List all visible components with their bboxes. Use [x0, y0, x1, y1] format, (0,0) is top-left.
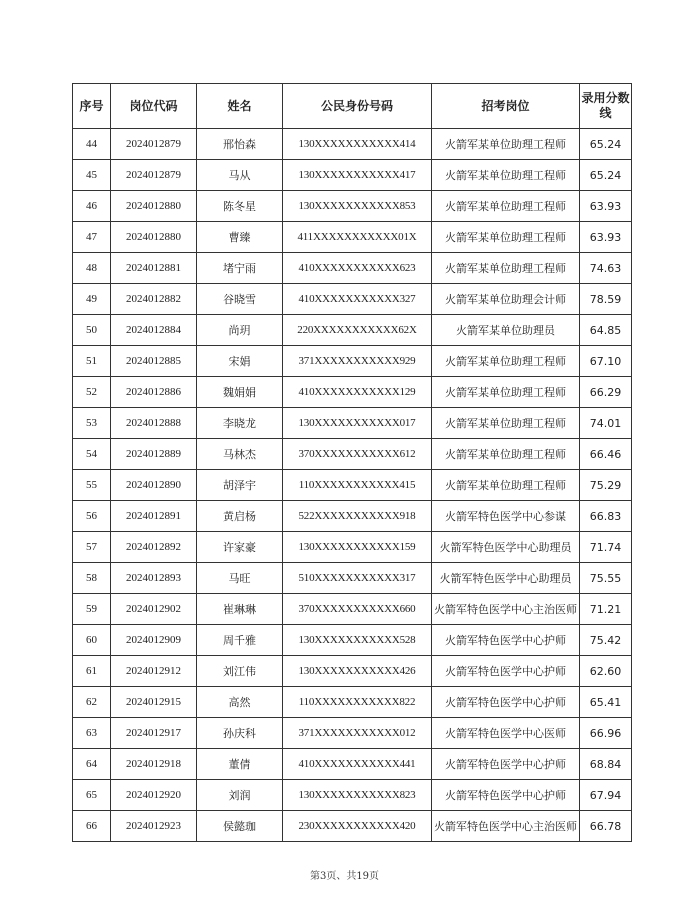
- cell-score: 71.21: [580, 594, 632, 625]
- cell-id-number: 230XXXXXXXXXXX420: [283, 811, 432, 842]
- table-row: [73, 377, 632, 408]
- cell-id-number: 130XXXXXXXXXXX528: [283, 625, 432, 656]
- cell-seq: 60: [73, 625, 111, 656]
- cell-name: 堵宁雨: [197, 253, 283, 284]
- table-row: [73, 718, 632, 749]
- cell-post-code: 2024012879: [111, 160, 197, 191]
- cell-position: 火箭军特色医学中心主治医师: [432, 594, 580, 625]
- cell-id-number: 410XXXXXXXXXXX441: [283, 749, 432, 780]
- cell-post-code: 2024012888: [111, 408, 197, 439]
- cell-name: 崔琳琳: [197, 594, 283, 625]
- cell-position: 火箭军某单位助理工程师: [432, 439, 580, 470]
- table-row: [73, 563, 632, 594]
- table-row: [73, 439, 632, 470]
- cell-score: 64.85: [580, 315, 632, 346]
- cell-id-number: 220XXXXXXXXXXX62X: [283, 315, 432, 346]
- cell-seq: 58: [73, 563, 111, 594]
- table-row: [73, 625, 632, 656]
- cell-score: 74.63: [580, 253, 632, 284]
- table-row: [73, 129, 632, 160]
- table-row: [73, 532, 632, 563]
- cell-name: 周千雅: [197, 625, 283, 656]
- cell-post-code: 2024012881: [111, 253, 197, 284]
- cell-name: 邢怡森: [197, 129, 283, 160]
- cell-post-code: 2024012886: [111, 377, 197, 408]
- cell-id-number: 130XXXXXXXXXXX417: [283, 160, 432, 191]
- cell-score: 66.46: [580, 439, 632, 470]
- table-row: [73, 408, 632, 439]
- cell-position: 火箭军特色医学中心助理员: [432, 532, 580, 563]
- cell-score: 65.24: [580, 160, 632, 191]
- cell-position: 火箭军某单位助理工程师: [432, 129, 580, 160]
- cell-seq: 59: [73, 594, 111, 625]
- cell-post-code: 2024012889: [111, 439, 197, 470]
- cell-score: 71.74: [580, 532, 632, 563]
- cell-post-code: 2024012915: [111, 687, 197, 718]
- table-row: [73, 253, 632, 284]
- cell-post-code: 2024012892: [111, 532, 197, 563]
- cell-post-code: 2024012923: [111, 811, 197, 842]
- cell-score: 75.55: [580, 563, 632, 594]
- table-row: [73, 594, 632, 625]
- cell-seq: 51: [73, 346, 111, 377]
- cell-position: 火箭军某单位助理工程师: [432, 408, 580, 439]
- cell-seq: 50: [73, 315, 111, 346]
- table-row: [73, 315, 632, 346]
- cell-post-code: 2024012879: [111, 129, 197, 160]
- cell-seq: 56: [73, 501, 111, 532]
- header-position: 招考岗位: [432, 84, 580, 129]
- cell-position: 火箭军某单位助理工程师: [432, 470, 580, 501]
- cell-position: 火箭军某单位助理工程师: [432, 253, 580, 284]
- cell-position: 火箭军特色医学中心护师: [432, 687, 580, 718]
- cell-name: 刘江伟: [197, 656, 283, 687]
- cell-post-code: 2024012917: [111, 718, 197, 749]
- cell-position: 火箭军某单位助理员: [432, 315, 580, 346]
- table-row: [73, 346, 632, 377]
- cell-post-code: 2024012890: [111, 470, 197, 501]
- cell-name: 马从: [197, 160, 283, 191]
- cell-seq: 64: [73, 749, 111, 780]
- cell-score: 67.10: [580, 346, 632, 377]
- cell-position: 火箭军特色医学中心参谋: [432, 501, 580, 532]
- table-row: [73, 811, 632, 842]
- cell-seq: 63: [73, 718, 111, 749]
- cell-seq: 54: [73, 439, 111, 470]
- cell-name: 胡泽宇: [197, 470, 283, 501]
- cell-seq: 48: [73, 253, 111, 284]
- cell-position: 火箭军特色医学中心主治医师: [432, 811, 580, 842]
- cell-post-code: 2024012912: [111, 656, 197, 687]
- cell-id-number: 411XXXXXXXXXXX01X: [283, 222, 432, 253]
- cell-position: 火箭军特色医学中心医师: [432, 718, 580, 749]
- cell-score: 65.24: [580, 129, 632, 160]
- cell-position: 火箭军特色医学中心护师: [432, 780, 580, 811]
- table-header-row: [73, 84, 632, 129]
- cell-position: 火箭军某单位助理工程师: [432, 160, 580, 191]
- cell-post-code: 2024012880: [111, 222, 197, 253]
- table-row: [73, 160, 632, 191]
- cell-score: 65.41: [580, 687, 632, 718]
- cell-seq: 44: [73, 129, 111, 160]
- cell-name: 高然: [197, 687, 283, 718]
- cell-score: 78.59: [580, 284, 632, 315]
- header-score: 录用分数线: [580, 84, 632, 129]
- cell-position: 火箭军某单位助理会计师: [432, 284, 580, 315]
- cell-name: 孙庆科: [197, 718, 283, 749]
- header-id-number: 公民身份号码: [283, 84, 432, 129]
- cell-post-code: 2024012902: [111, 594, 197, 625]
- cell-id-number: 410XXXXXXXXXXX623: [283, 253, 432, 284]
- cell-score: 66.96: [580, 718, 632, 749]
- cell-seq: 55: [73, 470, 111, 501]
- cell-seq: 47: [73, 222, 111, 253]
- cell-id-number: 371XXXXXXXXXXX929: [283, 346, 432, 377]
- cell-position: 火箭军特色医学中心护师: [432, 749, 580, 780]
- cell-score: 75.42: [580, 625, 632, 656]
- cell-score: 74.01: [580, 408, 632, 439]
- cell-score: 62.60: [580, 656, 632, 687]
- table-row: [73, 284, 632, 315]
- cell-id-number: 130XXXXXXXXXXX017: [283, 408, 432, 439]
- cell-name: 许家豪: [197, 532, 283, 563]
- cell-seq: 61: [73, 656, 111, 687]
- cell-score: 66.29: [580, 377, 632, 408]
- cell-name: 陈冬星: [197, 191, 283, 222]
- cell-post-code: 2024012918: [111, 749, 197, 780]
- cell-id-number: 370XXXXXXXXXXX612: [283, 439, 432, 470]
- page-footer: 第3页、共19页: [309, 871, 380, 882]
- cell-id-number: 410XXXXXXXXXXX327: [283, 284, 432, 315]
- cell-position: 火箭军特色医学中心助理员: [432, 563, 580, 594]
- cell-name: 尚玥: [197, 315, 283, 346]
- cell-name: 曹臻: [197, 222, 283, 253]
- cell-name: 谷晓雪: [197, 284, 283, 315]
- cell-post-code: 2024012909: [111, 625, 197, 656]
- cell-seq: 57: [73, 532, 111, 563]
- cell-seq: 52: [73, 377, 111, 408]
- cell-name: 李晓龙: [197, 408, 283, 439]
- cell-position: 火箭军特色医学中心护师: [432, 656, 580, 687]
- cell-seq: 66: [73, 811, 111, 842]
- cell-id-number: 130XXXXXXXXXXX414: [283, 129, 432, 160]
- table-row: [73, 191, 632, 222]
- cell-id-number: 110XXXXXXXXXXX822: [283, 687, 432, 718]
- table-row: [73, 470, 632, 501]
- header-seq: 序号: [73, 84, 111, 129]
- cell-post-code: 2024012885: [111, 346, 197, 377]
- cell-score: 68.84: [580, 749, 632, 780]
- cell-position: 火箭军特色医学中心护师: [432, 625, 580, 656]
- cell-position: 火箭军某单位助理工程师: [432, 191, 580, 222]
- cell-id-number: 110XXXXXXXXXXX415: [283, 470, 432, 501]
- table-row: [73, 501, 632, 532]
- cell-seq: 46: [73, 191, 111, 222]
- cell-name: 侯懿珈: [197, 811, 283, 842]
- cell-seq: 62: [73, 687, 111, 718]
- cell-seq: 53: [73, 408, 111, 439]
- cell-seq: 65: [73, 780, 111, 811]
- cell-name: 黄启杨: [197, 501, 283, 532]
- table-row: [73, 222, 632, 253]
- cell-id-number: 370XXXXXXXXXXX660: [283, 594, 432, 625]
- cell-id-number: 130XXXXXXXXXXX159: [283, 532, 432, 563]
- cell-seq: 49: [73, 284, 111, 315]
- cell-score: 67.94: [580, 780, 632, 811]
- cell-post-code: 2024012884: [111, 315, 197, 346]
- table-row: [73, 749, 632, 780]
- cell-name: 董倩: [197, 749, 283, 780]
- cell-position: 火箭军某单位助理工程师: [432, 346, 580, 377]
- cell-name: 宋娟: [197, 346, 283, 377]
- cell-id-number: 130XXXXXXXXXXX426: [283, 656, 432, 687]
- table-row: [73, 780, 632, 811]
- cell-name: 刘润: [197, 780, 283, 811]
- cell-post-code: 2024012880: [111, 191, 197, 222]
- cell-seq: 45: [73, 160, 111, 191]
- cell-name: 魏娟娟: [197, 377, 283, 408]
- cell-post-code: 2024012882: [111, 284, 197, 315]
- cell-score: 63.93: [580, 191, 632, 222]
- cell-id-number: 522XXXXXXXXXXX918: [283, 501, 432, 532]
- cell-id-number: 371XXXXXXXXXXX012: [283, 718, 432, 749]
- cell-position: 火箭军某单位助理工程师: [432, 222, 580, 253]
- table-row: [73, 656, 632, 687]
- admission-table: [72, 83, 632, 842]
- cell-score: 63.93: [580, 222, 632, 253]
- cell-id-number: 130XXXXXXXXXXX853: [283, 191, 432, 222]
- cell-id-number: 410XXXXXXXXXXX129: [283, 377, 432, 408]
- cell-name: 马林杰: [197, 439, 283, 470]
- cell-id-number: 510XXXXXXXXXXX317: [283, 563, 432, 594]
- table-row: [73, 687, 632, 718]
- cell-score: 66.78: [580, 811, 632, 842]
- cell-post-code: 2024012893: [111, 563, 197, 594]
- cell-post-code: 2024012920: [111, 780, 197, 811]
- cell-score: 66.83: [580, 501, 632, 532]
- cell-name: 马旺: [197, 563, 283, 594]
- cell-score: 75.29: [580, 470, 632, 501]
- cell-position: 火箭军某单位助理工程师: [432, 377, 580, 408]
- cell-id-number: 130XXXXXXXXXXX823: [283, 780, 432, 811]
- header-post-code: 岗位代码: [111, 84, 197, 129]
- cell-post-code: 2024012891: [111, 501, 197, 532]
- header-name: 姓名: [197, 84, 283, 129]
